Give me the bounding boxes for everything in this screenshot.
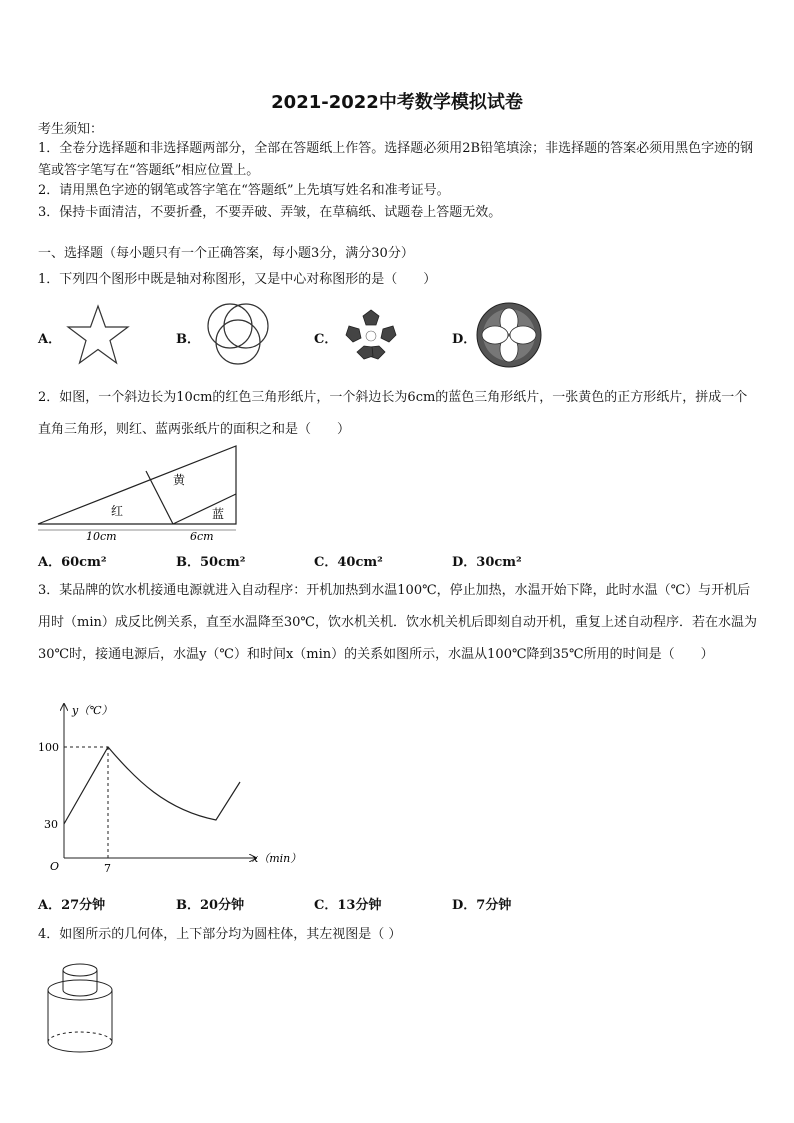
q2-option-c: C．40cm² <box>314 555 383 570</box>
notice-heading: 考生须知： <box>38 122 104 137</box>
length-blue: 6cm <box>190 530 214 543</box>
length-red: 10cm <box>86 530 117 543</box>
label-blue: 蓝 <box>212 507 225 521</box>
q2-option-d: D．30cm² <box>452 555 522 570</box>
three-circles-icon <box>200 298 276 372</box>
q3-temperature-graph <box>36 700 306 880</box>
q1-option-d: D． <box>452 332 477 347</box>
q3-option-b: B．20分钟 <box>176 898 245 913</box>
pentagons-icon <box>338 304 404 368</box>
temperature-curve <box>64 747 240 824</box>
y-tick-label: 100 <box>38 741 59 754</box>
notice-item: 2．请用黑色字迹的钢笔或答字笔在“答题纸”上先填写姓名和准考证号。 <box>38 183 450 198</box>
q1-option-c: C． <box>314 332 338 347</box>
q1-option-b: B． <box>176 332 200 347</box>
question-1: 1．下列四个图形中既是轴对称图形，又是中心对称图形的是（ ） <box>38 272 437 287</box>
petal-circle-icon <box>474 300 544 370</box>
q1-option-a: A． <box>38 332 62 347</box>
notice-item: 3．保持卡面清洁，不要折叠，不要弄破、弄皱，在草稿纸、试题卷上答题无效。 <box>38 205 502 220</box>
x-tick-label: 7 <box>104 862 111 875</box>
page-title: 2021-2022中考数学模拟试卷 <box>271 92 523 113</box>
question-3: 3．某品牌的饮水机接通电源就进入自动程序：开机加热到水温100℃，停止加热，水温开始下降，此时水温（℃）与开机后用时（min）成反比例关系，直至水温降至30℃，饮水机关机．饮水机关机后即刻自动开机，重复上述自动程序．若在水温为30℃时，接通电源后，水温y（℃）和时间x（min）的关系如图所示，水温从100℃降到35℃所用的时间是（ ） <box>38 583 757 662</box>
q3-option-d: D．7分钟 <box>452 898 512 913</box>
x-axis-label: x（min） <box>252 852 302 865</box>
cylinder-figure <box>40 958 120 1058</box>
y-axis-label: y（℃） <box>72 704 113 717</box>
label-yellow: 黄 <box>173 473 186 487</box>
question-4: 4．如图所示的几何体，上下部分均为圆柱体，其左视图是（ ） <box>38 927 402 942</box>
q2-triangle-figure <box>36 444 242 544</box>
q3-option-c: C．13分钟 <box>314 898 382 913</box>
q2-option-a: A．60cm² <box>38 555 107 570</box>
origin-label: O <box>50 860 60 873</box>
label-red: 红 <box>111 504 124 518</box>
question-2: 2．如图，一个斜边长为10cm的红色三角形纸片，一个斜边长为6cm的蓝色三角形纸片，一张黄色的正方形纸片，拼成一个直角三角形，则红、蓝两张纸片的面积之和是（ ） <box>38 390 748 437</box>
q2-option-b: B．50cm² <box>176 555 246 570</box>
q3-option-a: A．27分钟 <box>38 898 106 913</box>
notice-item: 1．全卷分选择题和非选择题两部分，全部在答题纸上作答。选择题必须用2B铅笔填涂；非选择题的答案必须用黑色字迹的钢笔或答字笔写在“答题纸”相应位置上。 <box>38 141 754 178</box>
y-tick-label: 30 <box>44 818 58 831</box>
section-heading: 一、选择题（每小题只有一个正确答案，每小题3分，满分30分） <box>38 246 414 261</box>
star-icon <box>62 300 134 372</box>
